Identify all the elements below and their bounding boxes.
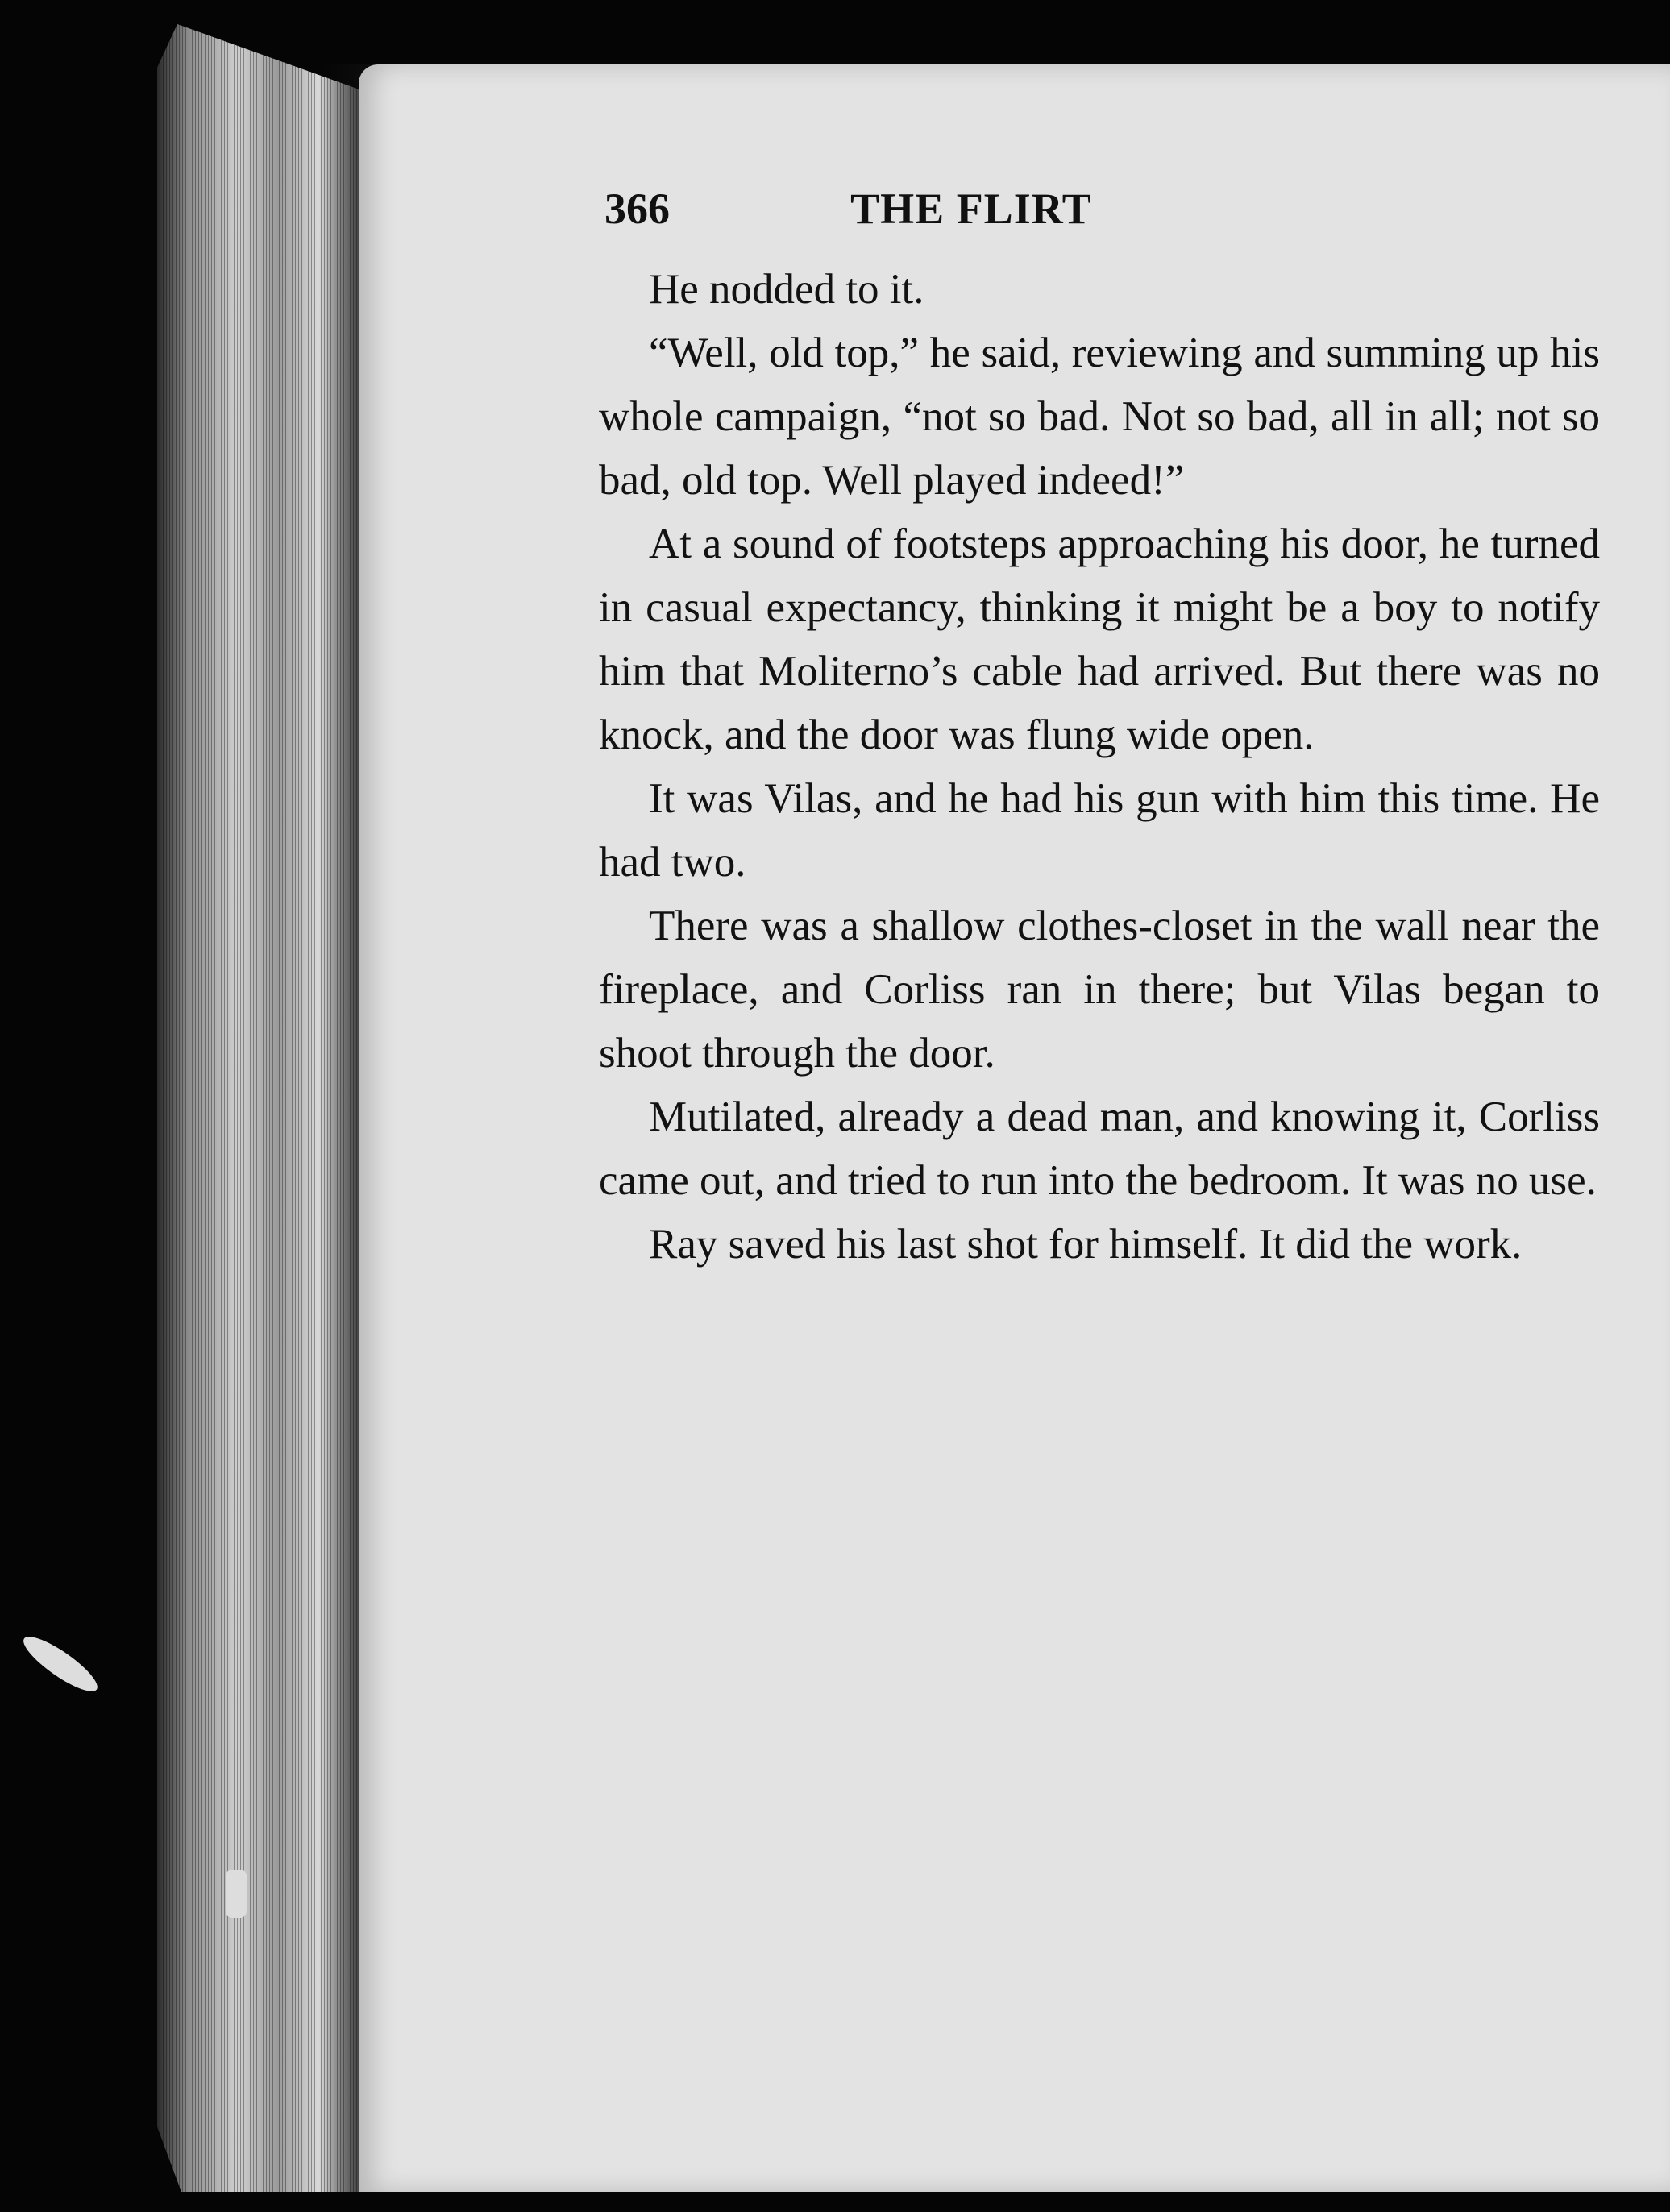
paragraph: It was Vilas, and he had his gun with him this time. He had two.: [599, 775, 1600, 886]
paragraph: “Well, old top,” he said, reviewing and summing up his whole campaign, “not so bad. Not so bad, all in all; not so bad, old top. Well played indeed!”: [599, 330, 1600, 504]
running-title: THE FLIRT: [850, 185, 1092, 233]
paragraph: There was a shallow clothes-closet in the wall near the fireplace, and Corliss ran in there; but Vilas began to shoot through the door.: [599, 903, 1600, 1077]
page-number: 366: [604, 185, 670, 233]
scan-speck: [17, 1629, 103, 1699]
paragraph: He nodded to it.: [649, 266, 924, 313]
paragraph: Mutilated, already a dead man, and knowing it, Corliss came out, and tried to run into the bedroom. It was no use.: [599, 1094, 1600, 1204]
paragraph: Ray saved his last shot for himself. It did the work.: [649, 1221, 1523, 1268]
scan-speck: [226, 1870, 247, 1918]
body-text: [599, 258, 1600, 1276]
book-page: [359, 64, 1670, 2192]
paragraph: At a sound of footsteps approaching his door, he turned in casual expectancy, thinking it might be a boy to notify him that Moliterno’s cable had arrived. But there was no knock, and the door was flung wide open.: [599, 521, 1600, 758]
